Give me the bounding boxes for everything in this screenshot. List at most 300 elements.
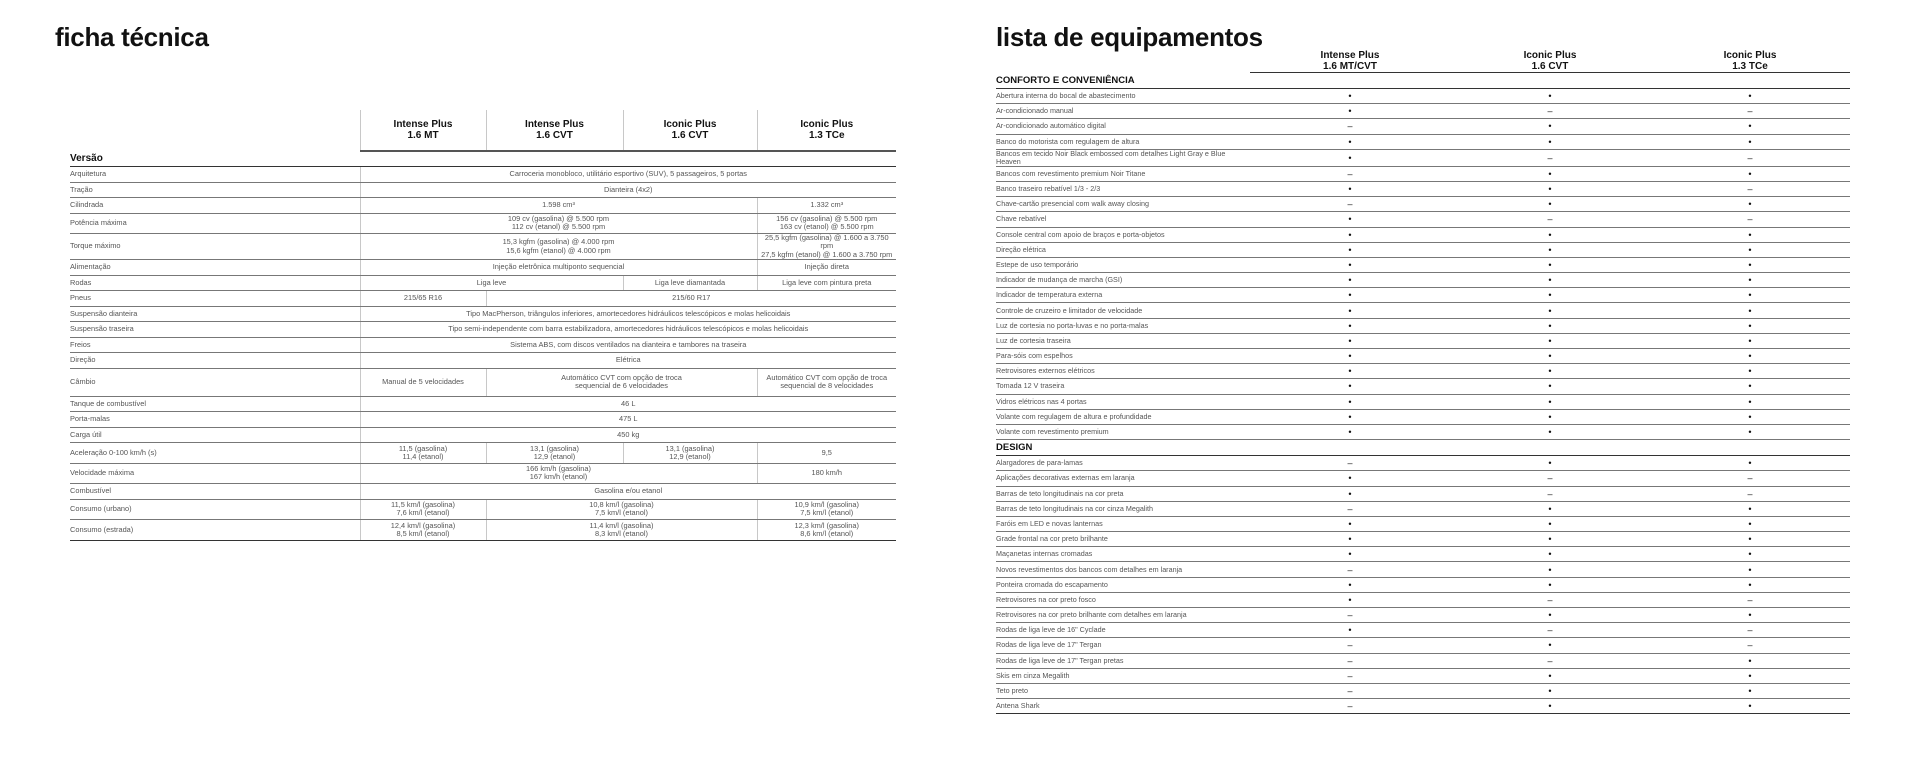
equip-feature-label: Maçanetas internas cromadas <box>996 547 1250 562</box>
equip-included-mark: • <box>1650 364 1850 379</box>
equip-row <box>996 394 1850 409</box>
equip-row <box>996 653 1850 668</box>
equip-feature-label: Volante com regulagem de altura e profundidade <box>996 409 1250 424</box>
equip-row <box>996 471 1850 486</box>
equip-feature-label: Retrovisores na cor preto fosco <box>996 592 1250 607</box>
ficha-cell: Automático CVT com opção de troca sequencial de 8 velocidades <box>757 368 896 396</box>
equip-included-mark: • <box>1450 89 1650 104</box>
equip-not-included-mark: – <box>1450 471 1650 486</box>
equip-included-mark: • <box>1450 456 1650 471</box>
equip-included-mark: • <box>1450 608 1650 623</box>
equip-included-mark: • <box>1250 257 1450 272</box>
ficha-row-label: Suspensão traseira <box>70 322 360 338</box>
equip-included-mark: • <box>1450 364 1650 379</box>
equip-included-mark: • <box>1650 456 1850 471</box>
equip-included-mark: • <box>1250 424 1450 439</box>
equip-feature-label: Estepe de uso temporário <box>996 257 1250 272</box>
ficha-row <box>70 353 896 369</box>
equip-feature-label: Antena Shark <box>996 699 1250 714</box>
equip-included-mark: • <box>1650 89 1850 104</box>
equip-not-included-mark: – <box>1250 197 1450 212</box>
equip-included-mark: • <box>1450 349 1650 364</box>
equip-feature-label: Ar-condicionado automático digital <box>996 119 1250 134</box>
ficha-row <box>70 484 896 500</box>
equip-included-mark: • <box>1250 212 1450 227</box>
equip-included-mark: • <box>1450 257 1650 272</box>
ficha-row-label: Combustível <box>70 484 360 500</box>
equip-not-included-mark: – <box>1250 562 1450 577</box>
ficha-header-row <box>70 110 896 151</box>
equip-included-mark: • <box>1250 486 1450 501</box>
equip-row <box>996 149 1850 166</box>
equip-not-included-mark: – <box>1250 638 1450 653</box>
equip-included-mark: • <box>1650 683 1850 698</box>
equip-included-mark: • <box>1650 333 1850 348</box>
equip-included-mark: • <box>1250 288 1450 303</box>
equip-included-mark: • <box>1450 577 1650 592</box>
equip-feature-label: Rodas de liga leve de 17" Tergan <box>996 638 1250 653</box>
equipamentos-body <box>996 73 1850 714</box>
equip-feature-label: Novos revestimentos dos bancos com detalhes em laranja <box>996 562 1250 577</box>
ficha-cell: 156 cv (gasolina) @ 5.500 rpm 163 cv (etanol) @ 5.500 rpm <box>757 213 896 234</box>
equip-feature-label: Controle de cruzeiro e limitador de velocidade <box>996 303 1250 318</box>
equip-row <box>996 668 1850 683</box>
ficha-row-label: Carga útil <box>70 427 360 443</box>
equip-included-mark: • <box>1250 333 1450 348</box>
equip-included-mark: • <box>1650 119 1850 134</box>
ficha-row-label: Torque máximo <box>70 234 360 260</box>
equip-section-row <box>996 73 1850 89</box>
equipamentos-header-row <box>996 48 1850 73</box>
equip-feature-label: Ar-condicionado manual <box>996 104 1250 119</box>
equip-row <box>996 699 1850 714</box>
equip-row <box>996 197 1850 212</box>
ficha-row <box>70 322 896 338</box>
equip-row <box>996 562 1850 577</box>
equip-included-mark: • <box>1450 394 1650 409</box>
ficha-row <box>70 499 896 520</box>
equip-not-included-mark: – <box>1650 212 1850 227</box>
equip-row <box>996 333 1850 348</box>
equip-included-mark: • <box>1250 379 1450 394</box>
equip-not-included-mark: – <box>1250 699 1450 714</box>
equip-row <box>996 134 1850 149</box>
equip-not-included-mark: – <box>1250 608 1450 623</box>
ficha-row <box>70 368 896 396</box>
equip-included-mark: • <box>1450 333 1650 348</box>
equip-row <box>996 257 1850 272</box>
equip-feature-label: Volante com revestimento premium <box>996 424 1250 439</box>
equip-feature-label: Alargadores de para-lamas <box>996 456 1250 471</box>
equip-row <box>996 242 1850 257</box>
equip-not-included-mark: – <box>1250 119 1450 134</box>
equip-feature-label: Retrovisores na cor preto brilhante com detalhes em laranja <box>996 608 1250 623</box>
equip-included-mark: • <box>1650 379 1850 394</box>
equip-included-mark: • <box>1250 242 1450 257</box>
equip-included-mark: • <box>1450 516 1650 531</box>
equip-row <box>996 424 1850 439</box>
equip-included-mark: • <box>1450 134 1650 149</box>
ficha-cell: Carroceria monobloco, utilitário esportivo (SUV), 5 passageiros, 5 portas <box>360 167 896 183</box>
equip-included-mark: • <box>1650 197 1850 212</box>
equip-included-mark: • <box>1250 364 1450 379</box>
equip-included-mark: • <box>1650 516 1850 531</box>
equip-feature-label: Bancos em tecido Noir Black embossed com detalhes Light Gray e Blue Heaven <box>996 149 1250 166</box>
equip-included-mark: • <box>1450 638 1650 653</box>
equip-not-included-mark: – <box>1650 638 1850 653</box>
equip-included-mark: • <box>1450 547 1650 562</box>
equip-included-mark: • <box>1450 166 1650 181</box>
equip-row <box>996 364 1850 379</box>
equip-included-mark: • <box>1250 471 1450 486</box>
ficha-column-header: Iconic Plus 1.6 CVT <box>623 110 757 151</box>
ficha-cell: 46 L <box>360 396 896 412</box>
equip-included-mark: • <box>1250 409 1450 424</box>
equip-included-mark: • <box>1250 623 1450 638</box>
ficha-cell: 12,3 km/l (gasolina) 8,6 km/l (etanol) <box>757 520 896 541</box>
ficha-row <box>70 198 896 214</box>
ficha-row-label: Alimentação <box>70 260 360 276</box>
equip-column-header: Iconic Plus 1.3 TCe <box>1650 48 1850 73</box>
equip-included-mark: • <box>1450 318 1650 333</box>
ficha-row-label: Direção <box>70 353 360 369</box>
equip-included-mark: • <box>1450 273 1650 288</box>
ficha-row <box>70 443 896 464</box>
equip-included-mark: • <box>1250 577 1450 592</box>
ficha-row-label: Tração <box>70 182 360 198</box>
ficha-row <box>70 337 896 353</box>
equip-included-mark: • <box>1650 242 1850 257</box>
ficha-row-label: Aceleração 0-100 km/h (s) <box>70 443 360 464</box>
equip-row <box>996 181 1850 196</box>
ficha-section-label: Versão <box>70 151 896 167</box>
equip-included-mark: • <box>1650 577 1850 592</box>
ficha-cell: 450 kg <box>360 427 896 443</box>
equip-row <box>996 592 1850 607</box>
ficha-cell: 215/65 R16 <box>360 291 486 307</box>
ficha-cell: Tipo semi-independente com barra estabilizadora, amortecedores hidráulicos telescópicos e molas helicoidais <box>360 322 896 338</box>
ficha-row <box>70 234 896 260</box>
equip-row <box>996 119 1850 134</box>
ficha-cell: Manual de 5 velocidades <box>360 368 486 396</box>
equip-feature-label: Aplicações decorativas externas em laranja <box>996 471 1250 486</box>
equip-row <box>996 409 1850 424</box>
ficha-cell: 12,4 km/l (gasolina) 8,5 km/l (etanol) <box>360 520 486 541</box>
equip-feature-label: Chave-cartão presencial com walk away closing <box>996 197 1250 212</box>
ficha-row-label: Câmbio <box>70 368 360 396</box>
equip-feature-label: Bancos com revestimento premium Noir Titane <box>996 166 1250 181</box>
equip-included-mark: • <box>1250 149 1450 166</box>
equip-feature-label: Faróis em LED e novas lanternas <box>996 516 1250 531</box>
equip-row <box>996 577 1850 592</box>
equip-not-included-mark: – <box>1250 166 1450 181</box>
ficha-cell: 10,9 km/l (gasolina) 7,5 km/l (etanol) <box>757 499 896 520</box>
ficha-cell: 109 cv (gasolina) @ 5.500 rpm 112 cv (etanol) @ 5.500 rpm <box>360 213 757 234</box>
equip-feature-label: Skis em cinza Megalith <box>996 668 1250 683</box>
equip-row <box>996 683 1850 698</box>
equip-row <box>996 456 1850 471</box>
equip-included-mark: • <box>1250 532 1450 547</box>
equip-included-mark: • <box>1650 257 1850 272</box>
equip-included-mark: • <box>1450 409 1650 424</box>
equip-included-mark: • <box>1650 532 1850 547</box>
equip-included-mark: • <box>1450 424 1650 439</box>
equip-feature-label: Barras de teto longitudinais na cor cinza Megalith <box>996 501 1250 516</box>
ficha-row-label: Porta-malas <box>70 412 360 428</box>
equip-not-included-mark: – <box>1650 623 1850 638</box>
ficha-body <box>70 151 896 540</box>
ficha-row <box>70 396 896 412</box>
ficha-cell: Tipo MacPherson, triângulos inferiores, amortecedores hidráulicos telescópicos e molas helicoidais <box>360 306 896 322</box>
equip-not-included-mark: – <box>1250 501 1450 516</box>
ficha-row-label: Rodas <box>70 275 360 291</box>
equip-included-mark: • <box>1250 547 1450 562</box>
equip-included-mark: • <box>1450 532 1650 547</box>
ficha-cell: Dianteira (4x2) <box>360 182 896 198</box>
equip-section-row <box>996 440 1850 456</box>
equip-included-mark: • <box>1250 303 1450 318</box>
ficha-cell: Injeção direta <box>757 260 896 276</box>
equip-row <box>996 486 1850 501</box>
equip-row <box>996 623 1850 638</box>
equip-feature-label: Direção elétrica <box>996 242 1250 257</box>
equip-feature-label: Indicador de temperatura externa <box>996 288 1250 303</box>
equip-included-mark: • <box>1450 501 1650 516</box>
equip-not-included-mark: – <box>1250 683 1450 698</box>
ficha-column-header: Iconic Plus 1.3 TCe <box>757 110 896 151</box>
ficha-column-header: Intense Plus 1.6 MT <box>360 110 486 151</box>
ficha-row <box>70 275 896 291</box>
ficha-row-label: Consumo (urbano) <box>70 499 360 520</box>
equip-feature-label: Retrovisores externos elétricos <box>996 364 1250 379</box>
equip-row <box>996 379 1850 394</box>
ficha-cell: 215/60 R17 <box>486 291 896 307</box>
equip-row <box>996 547 1850 562</box>
equip-included-mark: • <box>1650 699 1850 714</box>
equip-row <box>996 303 1850 318</box>
ficha-cell: 11,4 km/l (gasolina) 8,3 km/l (etanol) <box>486 520 757 541</box>
equip-included-mark: • <box>1250 592 1450 607</box>
equip-column-header: Intense Plus 1.6 MT/CVT <box>1250 48 1450 73</box>
ficha-row-label: Velocidade máxima <box>70 463 360 484</box>
ficha-row <box>70 167 896 183</box>
ficha-row-label: Cilindrada <box>70 198 360 214</box>
equip-feature-label: Banco do motorista com regulagem de altura <box>996 134 1250 149</box>
equip-feature-label: Barras de teto longitudinais na cor preta <box>996 486 1250 501</box>
ficha-row <box>70 260 896 276</box>
equip-included-mark: • <box>1450 683 1650 698</box>
ficha-cell: Elétrica <box>360 353 896 369</box>
equip-included-mark: • <box>1450 303 1650 318</box>
equip-row <box>996 288 1850 303</box>
equip-column-header: Iconic Plus 1.6 CVT <box>1450 48 1650 73</box>
equip-included-mark: • <box>1450 379 1650 394</box>
equip-row <box>996 89 1850 104</box>
equip-included-mark: • <box>1650 318 1850 333</box>
equip-row <box>996 212 1850 227</box>
equip-included-mark: • <box>1250 273 1450 288</box>
ficha-cell: 15,3 kgfm (gasolina) @ 4.000 rpm 15,6 kgfm (etanol) @ 4.000 rpm <box>360 234 757 260</box>
equip-section-label: DESIGN <box>996 440 1850 456</box>
equip-included-mark: • <box>1650 424 1850 439</box>
equip-row <box>996 227 1850 242</box>
ficha-cell: 13,1 (gasolina) 12,9 (etanol) <box>486 443 623 464</box>
equip-row <box>996 349 1850 364</box>
equip-included-mark: • <box>1650 562 1850 577</box>
equip-feature-label: Rodas de liga leve de 16" Cyclade <box>996 623 1250 638</box>
equip-included-mark: • <box>1650 134 1850 149</box>
equip-not-included-mark: – <box>1650 592 1850 607</box>
equip-feature-label: Grade frontal na cor preto brilhante <box>996 532 1250 547</box>
ficha-header-blank <box>70 110 360 151</box>
ficha-cell: Liga leve <box>360 275 623 291</box>
equip-not-included-mark: – <box>1650 104 1850 119</box>
ficha-row-label: Potência máxima <box>70 213 360 234</box>
equip-included-mark: • <box>1650 166 1850 181</box>
equip-not-included-mark: – <box>1450 104 1650 119</box>
ficha-section-row <box>70 151 896 167</box>
equip-row <box>996 166 1850 181</box>
equip-row <box>996 104 1850 119</box>
ficha-row <box>70 213 896 234</box>
ficha-row <box>70 306 896 322</box>
equip-feature-label: Teto preto <box>996 683 1250 698</box>
equip-not-included-mark: – <box>1450 592 1650 607</box>
ficha-cell: Liga leve diamantada <box>623 275 757 291</box>
ficha-row-label: Suspensão dianteira <box>70 306 360 322</box>
equip-row <box>996 532 1850 547</box>
equip-feature-label: Para-sóis com espelhos <box>996 349 1250 364</box>
equip-not-included-mark: – <box>1450 149 1650 166</box>
ficha-cell: 25,5 kgfm (gasolina) @ 1.600 a 3.750 rpm 27,5 kgfm (etanol) @ 1.600 a 3.750 rpm <box>757 234 896 260</box>
equip-included-mark: • <box>1650 653 1850 668</box>
equip-not-included-mark: – <box>1250 668 1450 683</box>
equip-not-included-mark: – <box>1250 456 1450 471</box>
ficha-cell: 11,5 (gasolina) 11,4 (etanol) <box>360 443 486 464</box>
equip-included-mark: • <box>1450 562 1650 577</box>
equip-included-mark: • <box>1250 516 1450 531</box>
equip-included-mark: • <box>1650 668 1850 683</box>
equip-included-mark: • <box>1650 273 1850 288</box>
equip-included-mark: • <box>1450 119 1650 134</box>
equip-not-included-mark: – <box>1450 653 1650 668</box>
equip-included-mark: • <box>1450 668 1650 683</box>
equip-included-mark: • <box>1650 409 1850 424</box>
equip-included-mark: • <box>1250 89 1450 104</box>
ficha-cell: 9,5 <box>757 443 896 464</box>
equip-included-mark: • <box>1650 349 1850 364</box>
equip-included-mark: • <box>1250 227 1450 242</box>
equip-included-mark: • <box>1250 318 1450 333</box>
equip-included-mark: • <box>1650 288 1850 303</box>
equip-row <box>996 273 1850 288</box>
equip-feature-label: Ponteira cromada do escapamento <box>996 577 1250 592</box>
equip-not-included-mark: – <box>1650 149 1850 166</box>
equip-not-included-mark: – <box>1650 471 1850 486</box>
equip-row <box>996 516 1850 531</box>
equip-feature-label: Rodas de liga leve de 17" Tergan pretas <box>996 653 1250 668</box>
ficha-cell: 1.598 cm³ <box>360 198 757 214</box>
equip-header-blank <box>996 48 1250 73</box>
ficha-row <box>70 463 896 484</box>
ficha-cell: 166 km/h (gasolina) 167 km/h (etanol) <box>360 463 757 484</box>
equip-included-mark: • <box>1250 349 1450 364</box>
equip-included-mark: • <box>1650 394 1850 409</box>
equipamentos-table <box>996 48 1850 714</box>
equip-included-mark: • <box>1250 394 1450 409</box>
equip-row <box>996 638 1850 653</box>
equip-feature-label: Luz de cortesia no porta-luvas e no porta-malas <box>996 318 1250 333</box>
ficha-row-label: Freios <box>70 337 360 353</box>
ficha-cell: 10,8 km/l (gasolina) 7,5 km/l (etanol) <box>486 499 757 520</box>
equip-included-mark: • <box>1650 303 1850 318</box>
ficha-row-label: Consumo (estrada) <box>70 520 360 541</box>
equip-not-included-mark: – <box>1450 212 1650 227</box>
equip-included-mark: • <box>1450 181 1650 196</box>
equip-row <box>996 318 1850 333</box>
ficha-row-label: Arquitetura <box>70 167 360 183</box>
equip-section-label: CONFORTO E CONVENIÊNCIA <box>996 73 1850 89</box>
ficha-cell: Automático CVT com opção de troca sequencial de 6 velocidades <box>486 368 757 396</box>
ficha-tecnica-title: ficha técnica <box>55 22 209 52</box>
equip-included-mark: • <box>1250 104 1450 119</box>
lista-equipamentos-title: lista de equipamentos <box>996 22 1263 52</box>
equip-feature-label: Console central com apoio de braços e porta-objetos <box>996 227 1250 242</box>
equip-feature-label: Tomada 12 V traseira <box>996 379 1250 394</box>
equip-included-mark: • <box>1650 547 1850 562</box>
ficha-cell: 180 km/h <box>757 463 896 484</box>
ficha-cell: 475 L <box>360 412 896 428</box>
ficha-cell: 1.332 cm³ <box>757 198 896 214</box>
ficha-cell: Sistema ABS, com discos ventilados na dianteira e tambores na traseira <box>360 337 896 353</box>
ficha-tecnica-table <box>70 110 896 541</box>
equip-included-mark: • <box>1450 699 1650 714</box>
equip-included-mark: • <box>1250 134 1450 149</box>
equip-feature-label: Vidros elétricos nas 4 portas <box>996 394 1250 409</box>
equip-row <box>996 501 1850 516</box>
ficha-row <box>70 427 896 443</box>
equip-feature-label: Luz de cortesia traseira <box>996 333 1250 348</box>
equip-feature-label: Indicador de mudança de marcha (GSI) <box>996 273 1250 288</box>
equip-not-included-mark: – <box>1450 623 1650 638</box>
ficha-column-header: Intense Plus 1.6 CVT <box>486 110 623 151</box>
ficha-row-label: Pneus <box>70 291 360 307</box>
equip-row <box>996 608 1850 623</box>
ficha-cell: Injeção eletrônica multiponto sequencial <box>360 260 757 276</box>
equip-included-mark: • <box>1650 608 1850 623</box>
equip-not-included-mark: – <box>1250 653 1450 668</box>
ficha-cell: Gasolina e/ou etanol <box>360 484 896 500</box>
ficha-cell: 13,1 (gasolina) 12,9 (etanol) <box>623 443 757 464</box>
equip-included-mark: • <box>1450 288 1650 303</box>
ficha-cell: Liga leve com pintura preta <box>757 275 896 291</box>
ficha-row <box>70 291 896 307</box>
ficha-row <box>70 412 896 428</box>
equip-not-included-mark: – <box>1650 486 1850 501</box>
equip-feature-label: Abertura interna do bocal de abastecimento <box>996 89 1250 104</box>
equip-not-included-mark: – <box>1650 181 1850 196</box>
equip-feature-label: Chave rebatível <box>996 212 1250 227</box>
equip-included-mark: • <box>1450 227 1650 242</box>
equip-included-mark: • <box>1450 197 1650 212</box>
ficha-cell: 11,5 km/l (gasolina) 7,6 km/l (etanol) <box>360 499 486 520</box>
equip-included-mark: • <box>1650 501 1850 516</box>
equip-included-mark: • <box>1450 242 1650 257</box>
equip-not-included-mark: – <box>1450 486 1650 501</box>
ficha-row <box>70 182 896 198</box>
equip-feature-label: Banco traseiro rebatível 1/3 - 2/3 <box>996 181 1250 196</box>
equip-included-mark: • <box>1250 181 1450 196</box>
